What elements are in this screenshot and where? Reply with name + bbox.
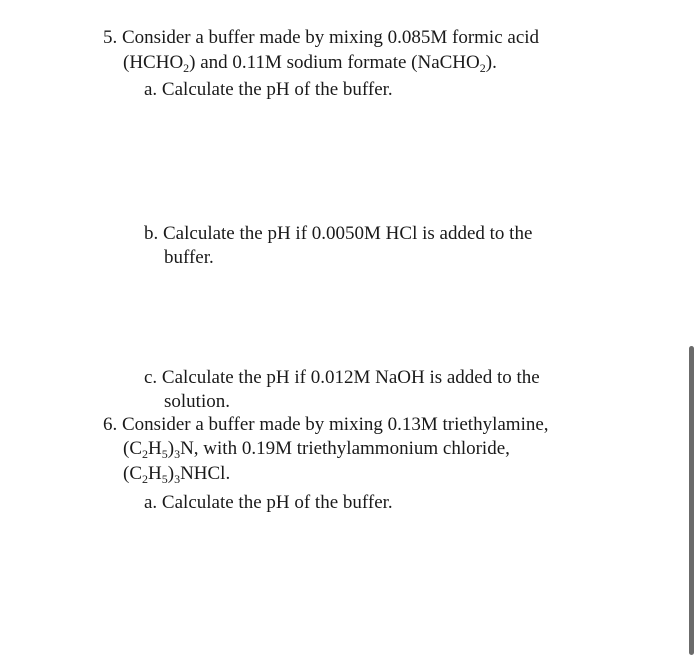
q6-f1-sub-c: 2 bbox=[142, 447, 148, 461]
q6-part-a: a. Calculate the pH of the buffer. bbox=[144, 492, 393, 513]
q6-f2-rest: NHCl. bbox=[180, 463, 231, 484]
q6-number: 6. bbox=[103, 414, 118, 435]
q5-stem-text: Consider a buffer made by mixing 0.085M formic acid bbox=[122, 27, 540, 48]
vertical-scrollbar[interactable] bbox=[689, 346, 694, 655]
q5-part-b-line2: buffer. bbox=[164, 247, 214, 268]
q6-f2-h: H bbox=[148, 463, 162, 484]
q5-part-c-line1: c. Calculate the pH if 0.012M NaOH is added to the bbox=[144, 367, 540, 388]
q6-f1-sub-n: 3 bbox=[174, 447, 181, 461]
q5-sub-2b: 2 bbox=[479, 61, 486, 75]
q5-sub-2a: 2 bbox=[183, 61, 190, 75]
q5-formula-open: (HCHO bbox=[123, 52, 184, 73]
q5-part-c-line2: solution. bbox=[164, 391, 230, 412]
q5-part-a: a. Calculate the pH of the buffer. bbox=[144, 79, 393, 100]
q6-f2-sub-n: 3 bbox=[174, 472, 181, 486]
q6-f1-open: (C bbox=[123, 438, 142, 459]
q6-stem-line1 bbox=[103, 413, 549, 437]
q6-formula-line1 bbox=[123, 437, 510, 461]
q6-f1-close: ) bbox=[167, 438, 175, 459]
q6-stem-text: Consider a buffer made by mixing 0.13M triethylamine, bbox=[122, 414, 549, 435]
q5-part-b-line1: b. Calculate the pH if 0.0050M HCl is added to the bbox=[144, 223, 533, 244]
q5-formula-mid: ) and 0.11M sodium formate (NaCHO bbox=[189, 52, 480, 73]
q5-stem-line2 bbox=[123, 51, 497, 75]
q6-formula-line2 bbox=[123, 462, 230, 486]
q6-f2-sub-c: 2 bbox=[142, 472, 148, 486]
q5-number: 5. bbox=[103, 27, 118, 48]
q6-f2-sub-h: 5 bbox=[161, 472, 168, 486]
q6-f1-sub-h: 5 bbox=[161, 447, 168, 461]
q6-f2-close: ) bbox=[167, 463, 175, 484]
q5-formula-close: ). bbox=[485, 52, 497, 73]
q6-f1-rest: N, with 0.19M triethylammonium chloride, bbox=[180, 438, 510, 459]
q6-f1-h: H bbox=[148, 438, 162, 459]
q6-f2-open: (C bbox=[123, 463, 142, 484]
q5-stem-line1 bbox=[103, 26, 539, 50]
